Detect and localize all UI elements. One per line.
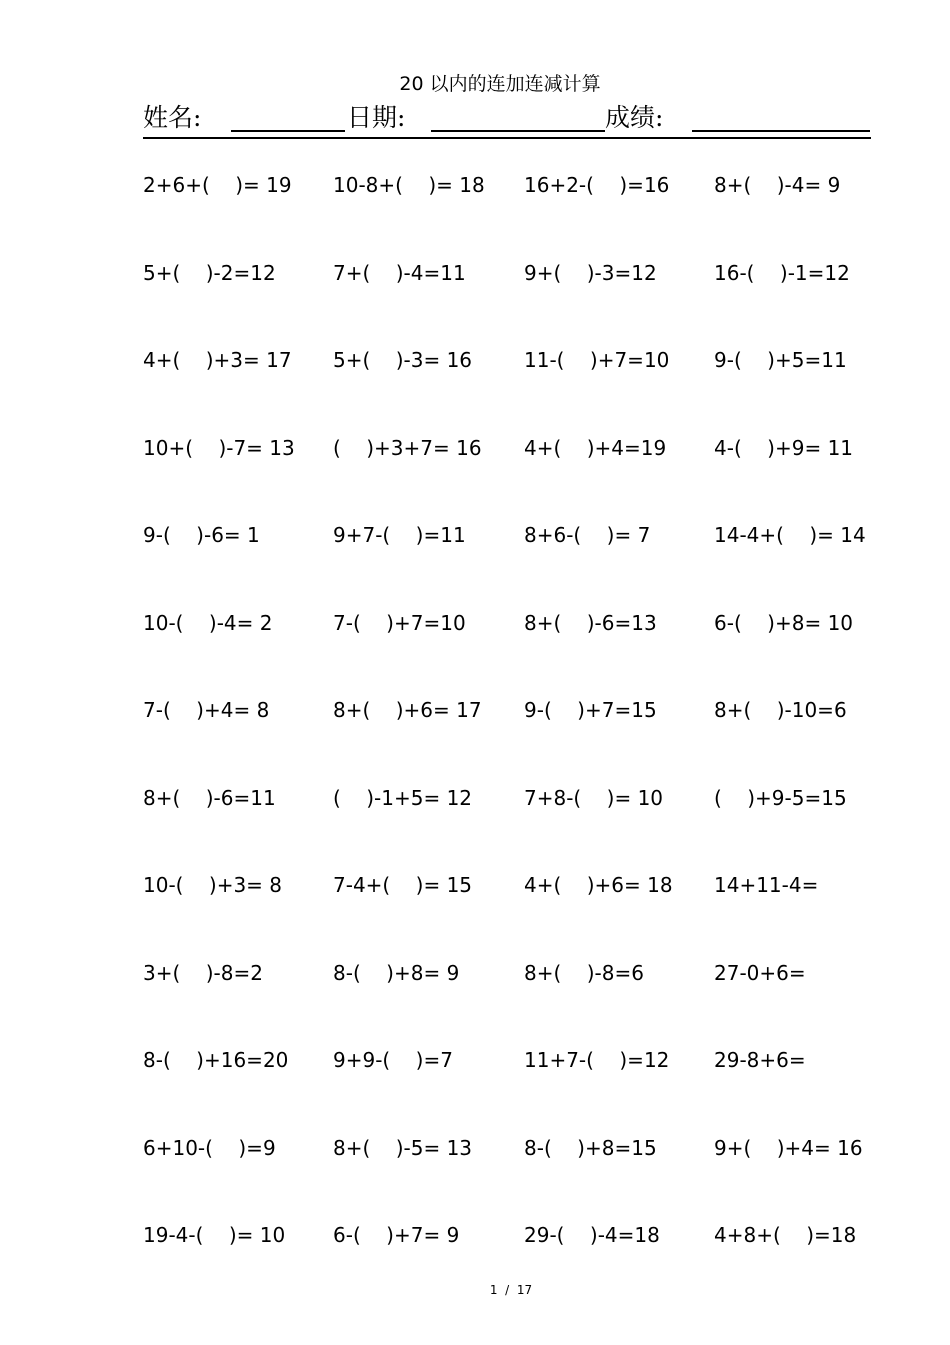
math-problem: 8-( )+8=15 xyxy=(524,1135,657,1160)
score-blank xyxy=(692,130,870,132)
math-problem: 9+( )+4= 16 xyxy=(714,1135,863,1160)
math-problem: 4+( )+4=19 xyxy=(524,435,667,460)
problem-row xyxy=(143,1133,903,1221)
math-problem: 8-( )+8= 9 xyxy=(333,960,460,985)
math-problem: ( )+9-5=15 xyxy=(714,785,847,810)
math-problem: 8+6-( )= 7 xyxy=(524,523,651,547)
math-problem: 7-( )+4= 8 xyxy=(143,698,270,722)
math-problem: 9-( )+5=11 xyxy=(714,348,847,372)
math-problem: 16+2-( )=16 xyxy=(524,173,670,197)
math-problem: 7+( )-4=11 xyxy=(333,260,466,285)
header-rule xyxy=(143,137,871,139)
score-label: 成绩: xyxy=(605,103,664,132)
math-problem: 8+( )-4= 9 xyxy=(714,173,841,197)
math-problem: 8+( )-6=11 xyxy=(143,785,276,810)
math-problem: 29-( )-4=18 xyxy=(524,1223,660,1247)
math-problem: ( )+3+7= 16 xyxy=(333,435,482,460)
math-problem: 7+8-( )= 10 xyxy=(524,785,664,810)
math-problem: 4+8+( )=18 xyxy=(714,1223,857,1247)
problem-row xyxy=(143,345,903,433)
math-problem: 19-4-( )= 10 xyxy=(143,1223,286,1247)
problem-row xyxy=(143,870,903,958)
problem-row xyxy=(143,1045,903,1133)
problem-row xyxy=(143,958,903,1046)
math-problem: 14+11-4= xyxy=(714,873,819,897)
math-problem: 4+( )+6= 18 xyxy=(524,873,673,897)
date-blank xyxy=(431,130,605,132)
math-problem: 8+( )+6= 17 xyxy=(333,698,482,722)
student-info-header xyxy=(143,100,871,138)
page-number: 1 / 17 xyxy=(489,1283,533,1297)
math-problem: 6-( )+7= 9 xyxy=(333,1223,460,1247)
math-problem: 2+6+( )= 19 xyxy=(143,173,292,197)
math-problem: 10-( )-4= 2 xyxy=(143,610,273,635)
math-problem: 10-8+( )= 18 xyxy=(333,173,485,197)
math-problem: 9+9-( )=7 xyxy=(333,1048,453,1072)
math-problem: 8+( )-8=6 xyxy=(524,960,644,985)
problem-row xyxy=(143,433,903,521)
problem-row xyxy=(143,170,903,258)
math-problem: 6-( )+8= 10 xyxy=(714,610,854,635)
problem-row xyxy=(143,695,903,783)
math-problem: ( )-1+5= 12 xyxy=(333,785,473,810)
problem-grid xyxy=(143,170,903,1308)
math-problem: 8+( )-10=6 xyxy=(714,698,847,722)
math-problem: 27-0+6= xyxy=(714,960,806,985)
name-blank xyxy=(231,130,345,132)
math-problem: 29-8+6= xyxy=(714,1048,806,1072)
problem-row xyxy=(143,608,903,696)
math-problem: 7-4+( )= 15 xyxy=(333,873,473,897)
math-problem: 8+( )-5= 13 xyxy=(333,1135,473,1160)
math-problem: 4-( )+9= 11 xyxy=(714,435,854,460)
problem-row xyxy=(143,258,903,346)
math-problem: 4+( )+3= 17 xyxy=(143,348,292,372)
math-problem: 10-( )+3= 8 xyxy=(143,873,283,897)
math-problem: 5+( )-3= 16 xyxy=(333,348,473,372)
math-problem: 10+( )-7= 13 xyxy=(143,435,295,460)
math-problem: 3+( )-8=2 xyxy=(143,960,263,985)
math-problem: 8-( )+16=20 xyxy=(143,1048,289,1072)
date-label: 日期: xyxy=(347,103,406,132)
math-problem: 9+( )-3=12 xyxy=(524,260,657,285)
math-problem: 11+7-( )=12 xyxy=(524,1048,670,1072)
math-problem: 7-( )+7=10 xyxy=(333,610,466,635)
problem-row xyxy=(143,520,903,608)
page-title: 20 以内的连加连减计算 xyxy=(399,73,601,95)
math-problem: 9-( )+7=15 xyxy=(524,698,657,722)
math-problem: 9+7-( )=11 xyxy=(333,523,466,547)
math-problem: 11-( )+7=10 xyxy=(524,348,670,372)
problem-row xyxy=(143,783,903,871)
math-problem: 16-( )-1=12 xyxy=(714,260,850,285)
math-problem: 8+( )-6=13 xyxy=(524,610,657,635)
math-problem: 9-( )-6= 1 xyxy=(143,523,260,547)
math-problem: 6+10-( )=9 xyxy=(143,1135,276,1160)
math-problem: 14-4+( )= 14 xyxy=(714,523,866,547)
name-label: 姓名: xyxy=(143,103,202,132)
math-problem: 5+( )-2=12 xyxy=(143,260,276,285)
